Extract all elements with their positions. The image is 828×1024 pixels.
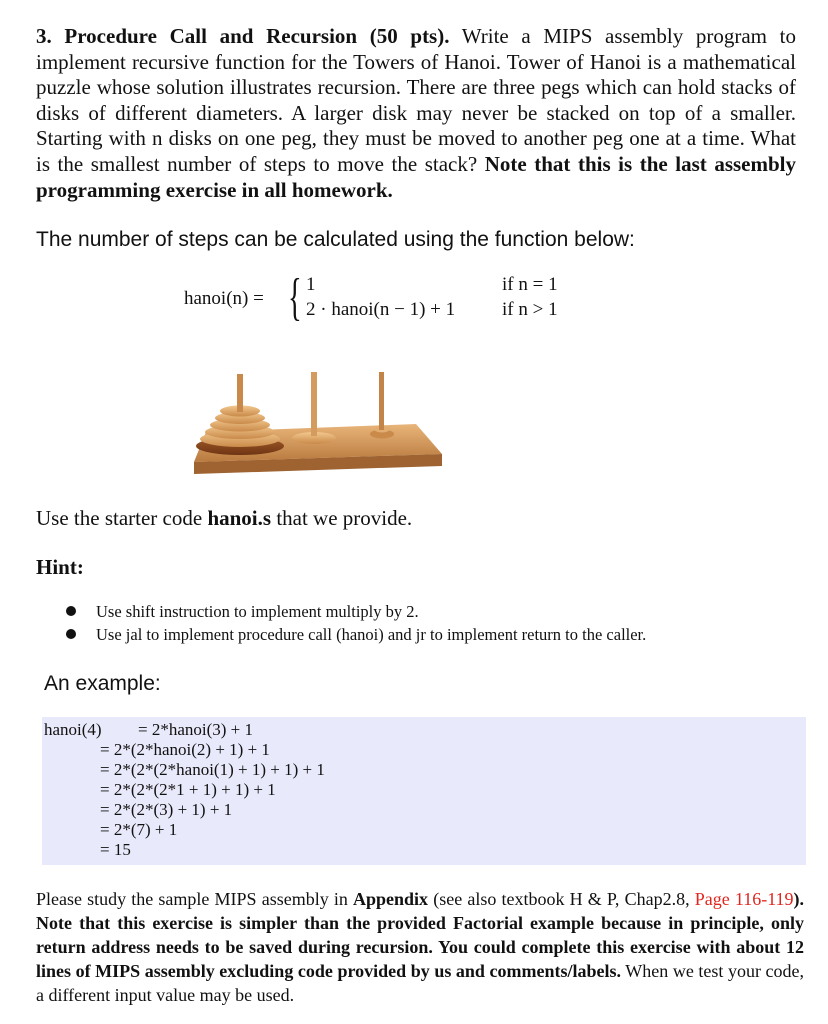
example-heading: An example: xyxy=(44,672,161,695)
formula-brace: { xyxy=(288,269,302,326)
formula-case2-value: 2 · hanoi(n − 1) + 1 xyxy=(306,299,456,320)
hint-item xyxy=(60,623,646,646)
problem-note: Note that this is the last assembly programming exercise in all homework. xyxy=(36,151,796,202)
towers-of-hanoi-image xyxy=(186,362,446,478)
problem-heading: 3. Procedure Call and Recursion (50 pts). xyxy=(36,24,450,48)
starter-filename: hanoi.s xyxy=(207,506,272,530)
study-bold-note: Note that this exercise is simpler than the provided Factorial example because in principle, only return address needs to be saved during recursion. You could complete this exercise with about 12 lines of MIPS assembly excluding code provided by us and comments/labels. xyxy=(36,913,804,981)
formula-case2-condition: if n > 1 xyxy=(502,299,558,320)
hanoi-formula xyxy=(184,269,604,330)
steps-intro: The number of steps can be calculated using the function below: xyxy=(36,228,635,251)
formula-case1-value: 1 xyxy=(306,274,316,295)
problem-body: Write a MIPS assembly program to implement recursive function for the Towers of Hanoi. Tower of Hanoi is a mathematical puzzle whose solution illustrates recursion. There are three pegs which can hold stacks of disks of different diameters. A larger disk may never be stacked on top of a smaller. Starting with n disks on one peg, they must be moved to another peg one at a time. What is the smallest number of steps to move the stack? xyxy=(36,24,796,176)
problem-statement xyxy=(36,24,796,203)
starter-code-line xyxy=(36,506,412,531)
hint-item-text: Use shift instruction to implement multiply by 2. xyxy=(96,602,419,621)
example-line: = 2*(2*(2*hanoi(1) + 1) + 1) + 1 xyxy=(100,760,325,779)
example-line: = 2*(2*(3) + 1) + 1 xyxy=(100,800,233,819)
study-appendix: Appendix xyxy=(353,889,429,909)
hint-item-text: Use jal to implement procedure call (hanoi) and jr to implement return to the caller. xyxy=(96,625,647,644)
hint-heading: Hint: xyxy=(36,555,84,579)
example-box xyxy=(42,717,806,865)
example-line: = 15 xyxy=(100,840,131,859)
starter-suffix: that we provide. xyxy=(276,506,413,530)
starter-prefix: Use the starter code xyxy=(36,506,203,530)
example-line: = 2*(2*(2*1 + 1) + 1) + 1 xyxy=(100,780,276,799)
example-line: = 2*hanoi(3) + 1 xyxy=(138,720,254,739)
formula-lhs: hanoi(n) = xyxy=(184,288,264,309)
hint-item xyxy=(60,600,646,623)
study-paragraph xyxy=(36,887,804,1007)
study-part2: (see also textbook H & P, Chap2.8, xyxy=(433,889,690,909)
study-part3: ). xyxy=(793,889,805,909)
hint-list xyxy=(60,600,646,646)
example-line: = 2*(7) + 1 xyxy=(100,820,178,839)
bullet-icon xyxy=(66,606,76,616)
study-part1: Please study the sample MIPS assembly in xyxy=(36,889,348,909)
study-page-ref[interactable]: Page 116-119 xyxy=(694,889,794,909)
example-line: = 2*(2*hanoi(2) + 1) + 1 xyxy=(100,740,270,759)
formula-case1-condition: if n = 1 xyxy=(502,274,558,295)
study-tail: When we test your code, a different input value may be used. xyxy=(36,961,805,1005)
example-label: hanoi(4) xyxy=(44,720,102,739)
bullet-icon xyxy=(66,629,76,639)
